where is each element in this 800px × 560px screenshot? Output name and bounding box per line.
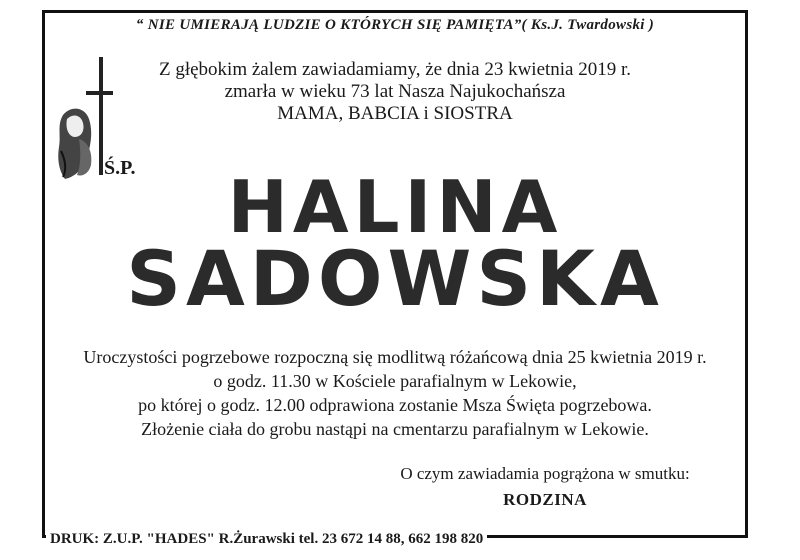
quote: “ NIE UMIERAJĄ LUDZIE O KTÓRYCH SIĘ PAMIĘTA”( Ks.J. Twardowski ) — [135, 17, 655, 33]
closing-block — [345, 461, 745, 513]
printer-footer: DRUK: Z.U.P. "HADES" R.Żurawski tel. 23 672 14 88, 662 198 820 — [46, 531, 487, 548]
first-name: HALINA — [227, 165, 563, 249]
ceremony-text — [45, 345, 745, 441]
family-signature: RODZINA — [503, 490, 587, 509]
intro-text — [115, 59, 675, 125]
ceremony-line: o godz. 11.30 w Kościele parafialnym w Lekowie, — [213, 371, 577, 391]
obituary-frame — [42, 10, 748, 538]
prefix-sp: Ś.P. — [104, 157, 136, 179]
intro-line: zmarła w wieku 73 lat Nasza Najukochańsza — [224, 81, 566, 102]
ceremony-line: po której o godz. 12.00 odprawiona zostanie Msza Święta pogrzebowa. — [138, 395, 652, 415]
ceremony-line: Złożenie ciała do grobu nastąpi na cmentarzu parafialnym w Lekowie. — [141, 419, 649, 439]
intro-line: Z głębokim żalem zawiadamiamy, że dnia 23 kwietnia 2019 r. — [158, 59, 632, 80]
last-name: SADOWSKA — [126, 234, 664, 323]
ceremony-line: Uroczystości pogrzebowe rozpoczną się modlitwą różańcową dnia 25 kwietnia 2019 r. — [83, 347, 707, 367]
intro-line: MAMA, BABCIA i SIOSTRA — [277, 103, 513, 124]
closing-text: O czym zawiadamia pogrążona w smutku: — [400, 464, 690, 483]
